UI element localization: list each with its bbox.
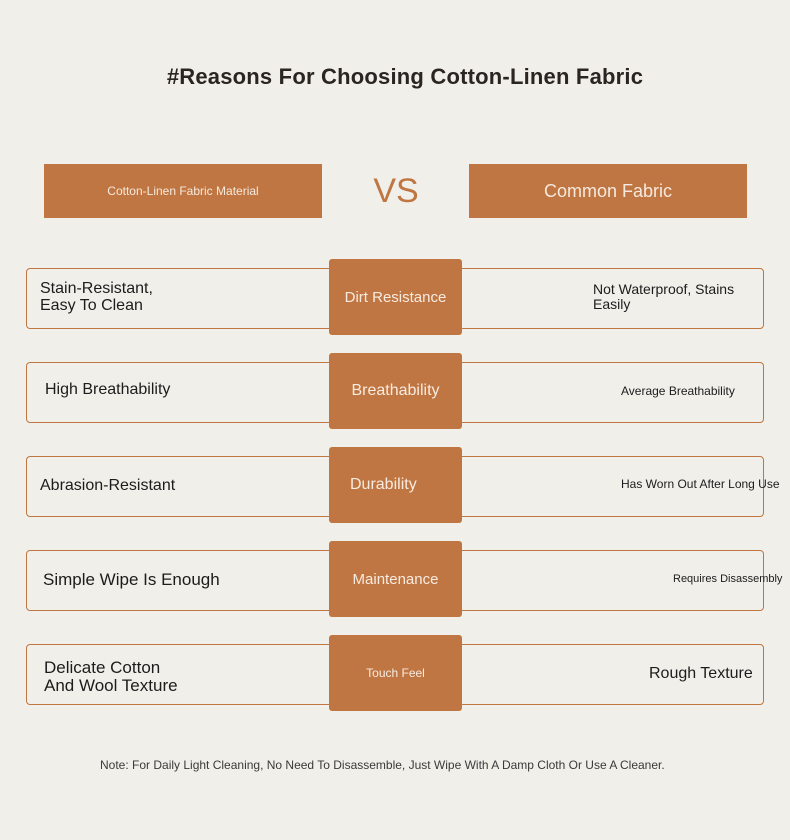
- row-left-text: [40, 478, 175, 495]
- row-left-line: Delicate Cotton: [44, 658, 161, 677]
- row-right-line: Not Waterproof, Stains: [593, 281, 735, 297]
- criterion-label: Durability: [350, 476, 417, 493]
- row-left-line: And Wool Texture: [44, 675, 178, 695]
- page-title: #Reasons For Choosing Cotton-Linen Fabric: [166, 64, 644, 89]
- row-right-text: [649, 665, 753, 683]
- criterion-box-touch-feel: [329, 635, 462, 711]
- vs-label: VS: [373, 172, 419, 210]
- criterion-box-maintenance: [329, 541, 462, 617]
- row-right-text: [593, 282, 734, 313]
- row-right-line: Requires Disassembly: [673, 573, 783, 585]
- criterion-label: Dirt Resistance: [344, 288, 447, 306]
- row-left-text: [45, 382, 170, 399]
- cotton-linen-header: [44, 164, 322, 218]
- criterion-label: Touch Feel: [366, 666, 425, 680]
- row-left-text: [40, 281, 153, 315]
- row-left-text: [44, 659, 178, 695]
- row-right-line: Rough Texture: [649, 665, 753, 682]
- common-fabric-header: [469, 164, 747, 218]
- row-left-line: Abrasion-Resistant: [40, 477, 176, 494]
- row-left-line: Stain-Resistant,: [40, 280, 153, 297]
- criterion-box-dirt-resistance: [329, 259, 462, 335]
- cotton-linen-header-label: Cotton-Linen Fabric Material: [107, 184, 259, 198]
- footnote: Note: For Daily Light Cleaning, No Need To Disassemble, Just Wipe With A Damp Cloth Or Use A Cleaner.: [100, 758, 665, 772]
- row-left-line: High Breathability: [45, 381, 171, 398]
- row-left-line: Easy To Clean: [40, 296, 143, 314]
- criterion-box-breathability: [329, 353, 462, 429]
- criterion-label: Breathability: [351, 382, 440, 399]
- row-right-line: Average Breathability: [621, 384, 735, 398]
- row-right-line: Has Worn Out After Long Use: [621, 477, 780, 491]
- common-fabric-header-label: Common Fabric: [543, 180, 673, 201]
- criterion-box-durability: [329, 447, 462, 523]
- row-right-text: [673, 573, 782, 585]
- criterion-label: Maintenance: [352, 570, 439, 588]
- row-left-text: [43, 571, 220, 589]
- row-right-text: [621, 478, 780, 491]
- row-right-line: Easily: [593, 296, 631, 313]
- row-right-text: [621, 385, 735, 398]
- row-left-line: Simple Wipe Is Enough: [43, 570, 220, 589]
